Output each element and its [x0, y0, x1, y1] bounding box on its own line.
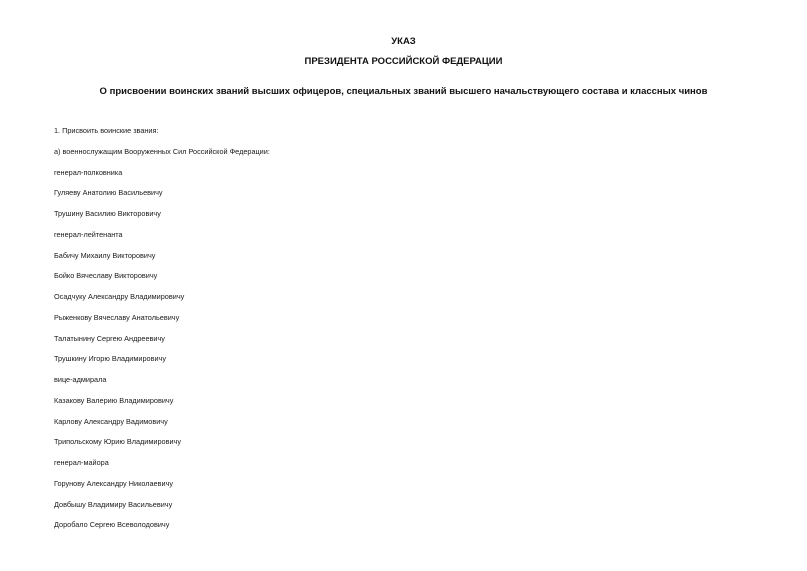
person-name: Гуляеву Анатолию Васильевичу — [54, 188, 163, 198]
person-name: Довбышу Владимиру Васильевичу — [54, 499, 173, 509]
person-name: Талатынину Сергею Андреевичу — [54, 333, 165, 343]
person-name: Доробало Сергею Всеволодовичу — [54, 520, 170, 530]
rank-heading: вице-адмирала — [54, 375, 107, 384]
person-name: Трушкину Игорю Владимировичу — [54, 354, 166, 364]
person-name: Бабичу Михаилу Викторовичу — [54, 250, 156, 260]
document-title: УКАЗ — [391, 36, 416, 47]
person-name: Горунову Александру Николаевичу — [54, 478, 174, 488]
person-name: Трипольскому Юрию Владимировичу — [54, 437, 181, 447]
body-line: 1. Присвоить воинские звания: — [54, 126, 159, 135]
document-body — [54, 126, 774, 541]
person-name: Карлову Александру Вадимовичу — [54, 416, 168, 426]
document-subtitle: ПРЕЗИДЕНТА РОССИЙСКОЙ ФЕДЕРАЦИИ — [304, 56, 503, 67]
person-name: Рыженкову Вячеславу Анатольевичу — [54, 312, 180, 322]
person-name: Казакову Валерию Владимировичу — [54, 395, 174, 405]
person-name: Трушину Василию Викторовичу — [54, 209, 161, 218]
body-line: а) военнослужащим Вооруженных Сил Российской Федерации: — [54, 146, 270, 156]
person-name: Бойко Вячеславу Викторовичу — [54, 271, 158, 281]
rank-heading: генерал-лейтенанта — [54, 229, 123, 239]
rank-heading: генерал-майора — [54, 458, 109, 467]
document-heading: О присвоении воинских званий высших офицеров, специальных званий высшего начальствующего состава и классных чинов — [99, 86, 708, 97]
rank-heading: генерал-полковника — [54, 167, 123, 177]
person-name: Осадчуку Александру Владимировичу — [54, 292, 185, 301]
